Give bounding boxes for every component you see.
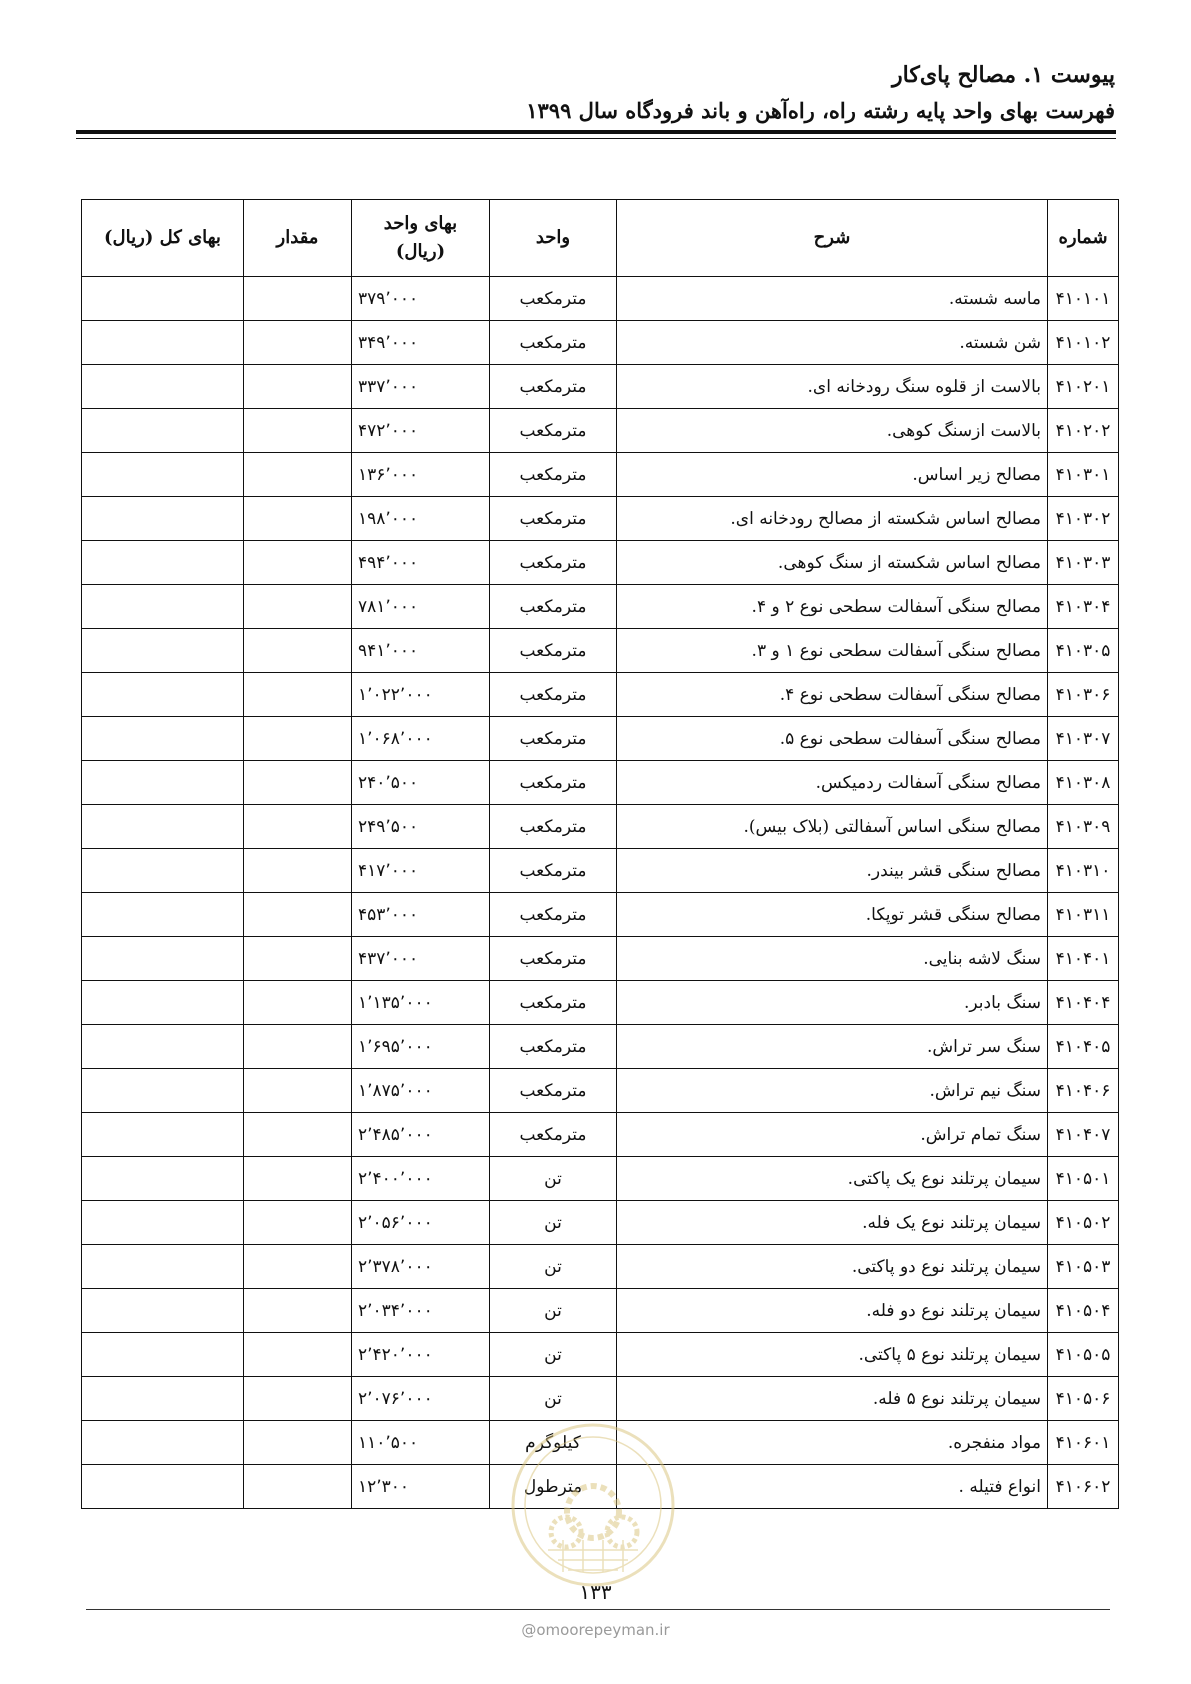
row-unit-price: ۱٬۸۷۵٬۰۰۰ xyxy=(352,1069,490,1113)
row-total xyxy=(82,1025,244,1069)
row-description: سیمان پرتلند نوع ۵ فله. xyxy=(617,1377,1048,1421)
row-unit: تن xyxy=(490,1377,617,1421)
row-total xyxy=(82,497,244,541)
row-unit-price: ۳۴۹٬۰۰۰ xyxy=(352,321,490,365)
row-unit: مترمکعب xyxy=(490,629,617,673)
row-quantity xyxy=(244,1421,352,1465)
row-unit: مترمکعب xyxy=(490,805,617,849)
row-number: ۴۱۰۳۰۷ xyxy=(1048,717,1119,761)
table-row xyxy=(82,585,1119,629)
row-quantity xyxy=(244,1245,352,1289)
row-total xyxy=(82,1377,244,1421)
row-unit-price: ۱٬۶۹۵٬۰۰۰ xyxy=(352,1025,490,1069)
row-quantity xyxy=(244,1025,352,1069)
page-number: ۱۳۳ xyxy=(579,1580,612,1604)
row-quantity xyxy=(244,497,352,541)
header-divider-thick xyxy=(76,130,1116,134)
row-total xyxy=(82,1201,244,1245)
row-number: ۴۱۰۵۰۲ xyxy=(1048,1201,1119,1245)
row-description: مصالح اساس شکسته از سنگ کوهی. xyxy=(617,541,1048,585)
table-row xyxy=(82,981,1119,1025)
table-row xyxy=(82,1025,1119,1069)
row-number: ۴۱۰۳۰۶ xyxy=(1048,673,1119,717)
row-total xyxy=(82,1333,244,1377)
price-list-table xyxy=(81,199,1119,1509)
table-row xyxy=(82,761,1119,805)
table-row xyxy=(82,277,1119,321)
row-description: شن شسته. xyxy=(617,321,1048,365)
row-description: سیمان پرتلند نوع دو فله. xyxy=(617,1289,1048,1333)
row-unit: مترمکعب xyxy=(490,453,617,497)
row-number: ۴۱۰۳۰۳ xyxy=(1048,541,1119,585)
row-unit-price: ۲٬۴۲۰٬۰۰۰ xyxy=(352,1333,490,1377)
row-quantity xyxy=(244,321,352,365)
row-quantity xyxy=(244,1069,352,1113)
row-description: سیمان پرتلند نوع یک پاکتی. xyxy=(617,1157,1048,1201)
table-row xyxy=(82,409,1119,453)
row-description: مصالح سنگی قشر توپکا. xyxy=(617,893,1048,937)
row-number: ۴۱۰۶۰۱ xyxy=(1048,1421,1119,1465)
table-row xyxy=(82,497,1119,541)
row-quantity xyxy=(244,409,352,453)
row-total xyxy=(82,277,244,321)
table-row xyxy=(82,1069,1119,1113)
footer-divider xyxy=(86,1609,1110,1610)
row-description: مصالح سنگی آسفالت سطحی نوع ۱ و ۳. xyxy=(617,629,1048,673)
row-number: ۴۱۰۳۰۵ xyxy=(1048,629,1119,673)
table-row xyxy=(82,1201,1119,1245)
row-total xyxy=(82,1245,244,1289)
row-unit: مترمکعب xyxy=(490,321,617,365)
row-total xyxy=(82,717,244,761)
row-description: سیمان پرتلند نوع دو پاکتی. xyxy=(617,1245,1048,1289)
row-description: سیمان پرتلند نوع ۵ پاکتی. xyxy=(617,1333,1048,1377)
row-description: سنگ نیم تراش. xyxy=(617,1069,1048,1113)
row-quantity xyxy=(244,1333,352,1377)
row-quantity xyxy=(244,1377,352,1421)
row-unit: کیلوگرم xyxy=(490,1421,617,1465)
row-number: ۴۱۰۳۰۸ xyxy=(1048,761,1119,805)
row-unit-price: ۳۳۷٬۰۰۰ xyxy=(352,365,490,409)
row-description: مصالح سنگی آسفالت سطحی نوع ۲ و ۴. xyxy=(617,585,1048,629)
row-unit: مترمکعب xyxy=(490,849,617,893)
row-number: ۴۱۰۴۰۷ xyxy=(1048,1113,1119,1157)
row-number: ۴۱۰۴۰۵ xyxy=(1048,1025,1119,1069)
row-unit: مترمکعب xyxy=(490,673,617,717)
table-row xyxy=(82,1113,1119,1157)
row-total xyxy=(82,1157,244,1201)
row-total xyxy=(82,541,244,585)
row-unit: مترمکعب xyxy=(490,541,617,585)
row-number: ۴۱۰۲۰۱ xyxy=(1048,365,1119,409)
row-quantity xyxy=(244,629,352,673)
row-quantity xyxy=(244,849,352,893)
col-header-description: شرح xyxy=(617,200,1048,277)
table-row xyxy=(82,541,1119,585)
row-unit: تن xyxy=(490,1245,617,1289)
row-number: ۴۱۰۵۰۵ xyxy=(1048,1333,1119,1377)
col-header-unit-price xyxy=(352,200,490,277)
row-number: ۴۱۰۲۰۲ xyxy=(1048,409,1119,453)
row-unit-price: ۴۵۳٬۰۰۰ xyxy=(352,893,490,937)
table-row xyxy=(82,453,1119,497)
row-quantity xyxy=(244,761,352,805)
row-unit: مترمکعب xyxy=(490,1069,617,1113)
table-row xyxy=(82,849,1119,893)
row-number: ۴۱۰۵۰۱ xyxy=(1048,1157,1119,1201)
table-row xyxy=(82,1465,1119,1509)
row-total xyxy=(82,981,244,1025)
row-total xyxy=(82,1289,244,1333)
header-divider-thin xyxy=(76,138,1116,139)
row-unit: مترمکعب xyxy=(490,981,617,1025)
row-unit-price: ۱۹۸٬۰۰۰ xyxy=(352,497,490,541)
col-header-total: بهای کل (ریال) xyxy=(82,200,244,277)
row-unit-price: ۱٬۰۶۸٬۰۰۰ xyxy=(352,717,490,761)
row-number: ۴۱۰۳۰۹ xyxy=(1048,805,1119,849)
row-total xyxy=(82,761,244,805)
row-total xyxy=(82,629,244,673)
row-unit-price: ۱٬۱۳۵٬۰۰۰ xyxy=(352,981,490,1025)
row-description: سنگ بادبر. xyxy=(617,981,1048,1025)
row-unit-price: ۲٬۴۰۰٬۰۰۰ xyxy=(352,1157,490,1201)
row-quantity xyxy=(244,277,352,321)
row-unit: مترمکعب xyxy=(490,1025,617,1069)
row-description: بالاست ازسنگ کوهی. xyxy=(617,409,1048,453)
row-number: ۴۱۰۱۰۲ xyxy=(1048,321,1119,365)
row-number: ۴۱۰۵۰۳ xyxy=(1048,1245,1119,1289)
row-quantity xyxy=(244,717,352,761)
row-total xyxy=(82,1113,244,1157)
row-unit-price: ۴۷۲٬۰۰۰ xyxy=(352,409,490,453)
row-description: مصالح اساس شکسته از مصالح رودخانه ای. xyxy=(617,497,1048,541)
row-total xyxy=(82,937,244,981)
row-number: ۴۱۰۴۰۶ xyxy=(1048,1069,1119,1113)
row-unit-price: ۲٬۰۵۶٬۰۰۰ xyxy=(352,1201,490,1245)
table-row xyxy=(82,1289,1119,1333)
row-description: سنگ سر تراش. xyxy=(617,1025,1048,1069)
table-row xyxy=(82,365,1119,409)
row-description: سیمان پرتلند نوع یک فله. xyxy=(617,1201,1048,1245)
row-quantity xyxy=(244,365,352,409)
row-quantity xyxy=(244,1201,352,1245)
table-header-row xyxy=(82,200,1119,277)
row-unit-price: ۴۱۷٬۰۰۰ xyxy=(352,849,490,893)
row-total xyxy=(82,365,244,409)
table-row xyxy=(82,1245,1119,1289)
site-credit: @omoorepeyman.ir xyxy=(521,1621,670,1639)
table-row xyxy=(82,1377,1119,1421)
row-number: ۴۱۰۴۰۴ xyxy=(1048,981,1119,1025)
row-number: ۴۱۰۱۰۱ xyxy=(1048,277,1119,321)
row-description: مصالح سنگی آسفالت ردمیکس. xyxy=(617,761,1048,805)
row-unit: مترمکعب xyxy=(490,409,617,453)
row-number: ۴۱۰۳۰۲ xyxy=(1048,497,1119,541)
row-quantity xyxy=(244,981,352,1025)
row-quantity xyxy=(244,541,352,585)
row-description: مصالح سنگی آسفالت سطحی نوع ۵. xyxy=(617,717,1048,761)
row-unit: مترمکعب xyxy=(490,893,617,937)
col-header-unit-price-line2: (ریال) xyxy=(395,241,446,262)
table-row xyxy=(82,1333,1119,1377)
row-unit: تن xyxy=(490,1289,617,1333)
row-description: مصالح سنگی آسفالت سطحی نوع ۴. xyxy=(617,673,1048,717)
row-unit-price: ۲٬۰۷۶٬۰۰۰ xyxy=(352,1377,490,1421)
row-total xyxy=(82,1421,244,1465)
row-quantity xyxy=(244,1157,352,1201)
row-total xyxy=(82,849,244,893)
row-number: ۴۱۰۳۰۱ xyxy=(1048,453,1119,497)
row-unit-price: ۲۴۹٬۵۰۰ xyxy=(352,805,490,849)
row-unit-price: ۴۳۷٬۰۰۰ xyxy=(352,937,490,981)
row-total xyxy=(82,1069,244,1113)
row-total xyxy=(82,321,244,365)
row-quantity xyxy=(244,1465,352,1509)
table-row xyxy=(82,629,1119,673)
col-header-unit: واحد xyxy=(490,200,617,277)
row-description: ماسه شسته. xyxy=(617,277,1048,321)
table-row xyxy=(82,321,1119,365)
row-quantity xyxy=(244,805,352,849)
row-number: ۴۱۰۳۱۱ xyxy=(1048,893,1119,937)
row-quantity xyxy=(244,673,352,717)
row-description: بالاست از قلوه سنگ رودخانه ای. xyxy=(617,365,1048,409)
row-unit: مترطول xyxy=(490,1465,617,1509)
row-number: ۴۱۰۵۰۴ xyxy=(1048,1289,1119,1333)
row-quantity xyxy=(244,1289,352,1333)
row-unit-price: ۷۸۱٬۰۰۰ xyxy=(352,585,490,629)
row-unit: مترمکعب xyxy=(490,277,617,321)
row-total xyxy=(82,453,244,497)
col-header-number: شماره xyxy=(1048,200,1119,277)
row-quantity xyxy=(244,453,352,497)
row-unit-price: ۲٬۰۳۴٬۰۰۰ xyxy=(352,1289,490,1333)
row-number: ۴۱۰۵۰۶ xyxy=(1048,1377,1119,1421)
row-unit: مترمکعب xyxy=(490,761,617,805)
row-unit-price: ۲٬۳۷۸٬۰۰۰ xyxy=(352,1245,490,1289)
row-description: مصالح سنگی قشر بیندر. xyxy=(617,849,1048,893)
row-unit-price: ۱۲٬۳۰۰ xyxy=(352,1465,490,1509)
row-unit-price: ۱۳۶٬۰۰۰ xyxy=(352,453,490,497)
row-unit: مترمکعب xyxy=(490,717,617,761)
row-unit: مترمکعب xyxy=(490,585,617,629)
row-description: انواع فتیله . xyxy=(617,1465,1048,1509)
row-unit: مترمکعب xyxy=(490,1113,617,1157)
table-row xyxy=(82,805,1119,849)
row-number: ۴۱۰۳۰۴ xyxy=(1048,585,1119,629)
col-header-quantity: مقدار xyxy=(244,200,352,277)
row-quantity xyxy=(244,937,352,981)
row-total xyxy=(82,673,244,717)
row-unit: مترمکعب xyxy=(490,937,617,981)
row-unit-price: ۲٬۴۸۵٬۰۰۰ xyxy=(352,1113,490,1157)
table-row xyxy=(82,717,1119,761)
row-total xyxy=(82,409,244,453)
row-total xyxy=(82,805,244,849)
row-total xyxy=(82,893,244,937)
row-unit: تن xyxy=(490,1157,617,1201)
row-total xyxy=(82,1465,244,1509)
table-row xyxy=(82,1421,1119,1465)
row-unit-price: ۱٬۰۲۲٬۰۰۰ xyxy=(352,673,490,717)
row-number: ۴۱۰۶۰۲ xyxy=(1048,1465,1119,1509)
page-title: پیوست ۱. مصالح پای‌کار xyxy=(892,62,1115,88)
row-description: مواد منفجره. xyxy=(617,1421,1048,1465)
table-row xyxy=(82,673,1119,717)
row-quantity xyxy=(244,893,352,937)
col-header-unit-price-line1: بهای واحد xyxy=(383,213,458,234)
row-unit-price: ۹۴۱٬۰۰۰ xyxy=(352,629,490,673)
row-unit-price: ۳۷۹٬۰۰۰ xyxy=(352,277,490,321)
row-unit-price: ۱۱۰٬۵۰۰ xyxy=(352,1421,490,1465)
row-unit-price: ۲۴۰٬۵۰۰ xyxy=(352,761,490,805)
row-quantity xyxy=(244,585,352,629)
row-quantity xyxy=(244,1113,352,1157)
row-unit: تن xyxy=(490,1201,617,1245)
table-row xyxy=(82,937,1119,981)
table-row xyxy=(82,893,1119,937)
row-number: ۴۱۰۴۰۱ xyxy=(1048,937,1119,981)
row-unit: تن xyxy=(490,1333,617,1377)
page-subtitle: فهرست بهای واحد پایه رشته راه، راه‌آهن و باند فرودگاه سال ۱۳۹۹ xyxy=(526,98,1115,123)
row-unit-price: ۴۹۴٬۰۰۰ xyxy=(352,541,490,585)
row-description: سنگ لاشه بنایی. xyxy=(617,937,1048,981)
row-unit: مترمکعب xyxy=(490,497,617,541)
row-description: سنگ تمام تراش. xyxy=(617,1113,1048,1157)
row-unit: مترمکعب xyxy=(490,365,617,409)
table-row xyxy=(82,1157,1119,1201)
row-total xyxy=(82,585,244,629)
row-description: مصالح زیر اساس. xyxy=(617,453,1048,497)
row-description: مصالح سنگی اساس آسفالتی (بلاک بیس). xyxy=(617,805,1048,849)
row-number: ۴۱۰۳۱۰ xyxy=(1048,849,1119,893)
